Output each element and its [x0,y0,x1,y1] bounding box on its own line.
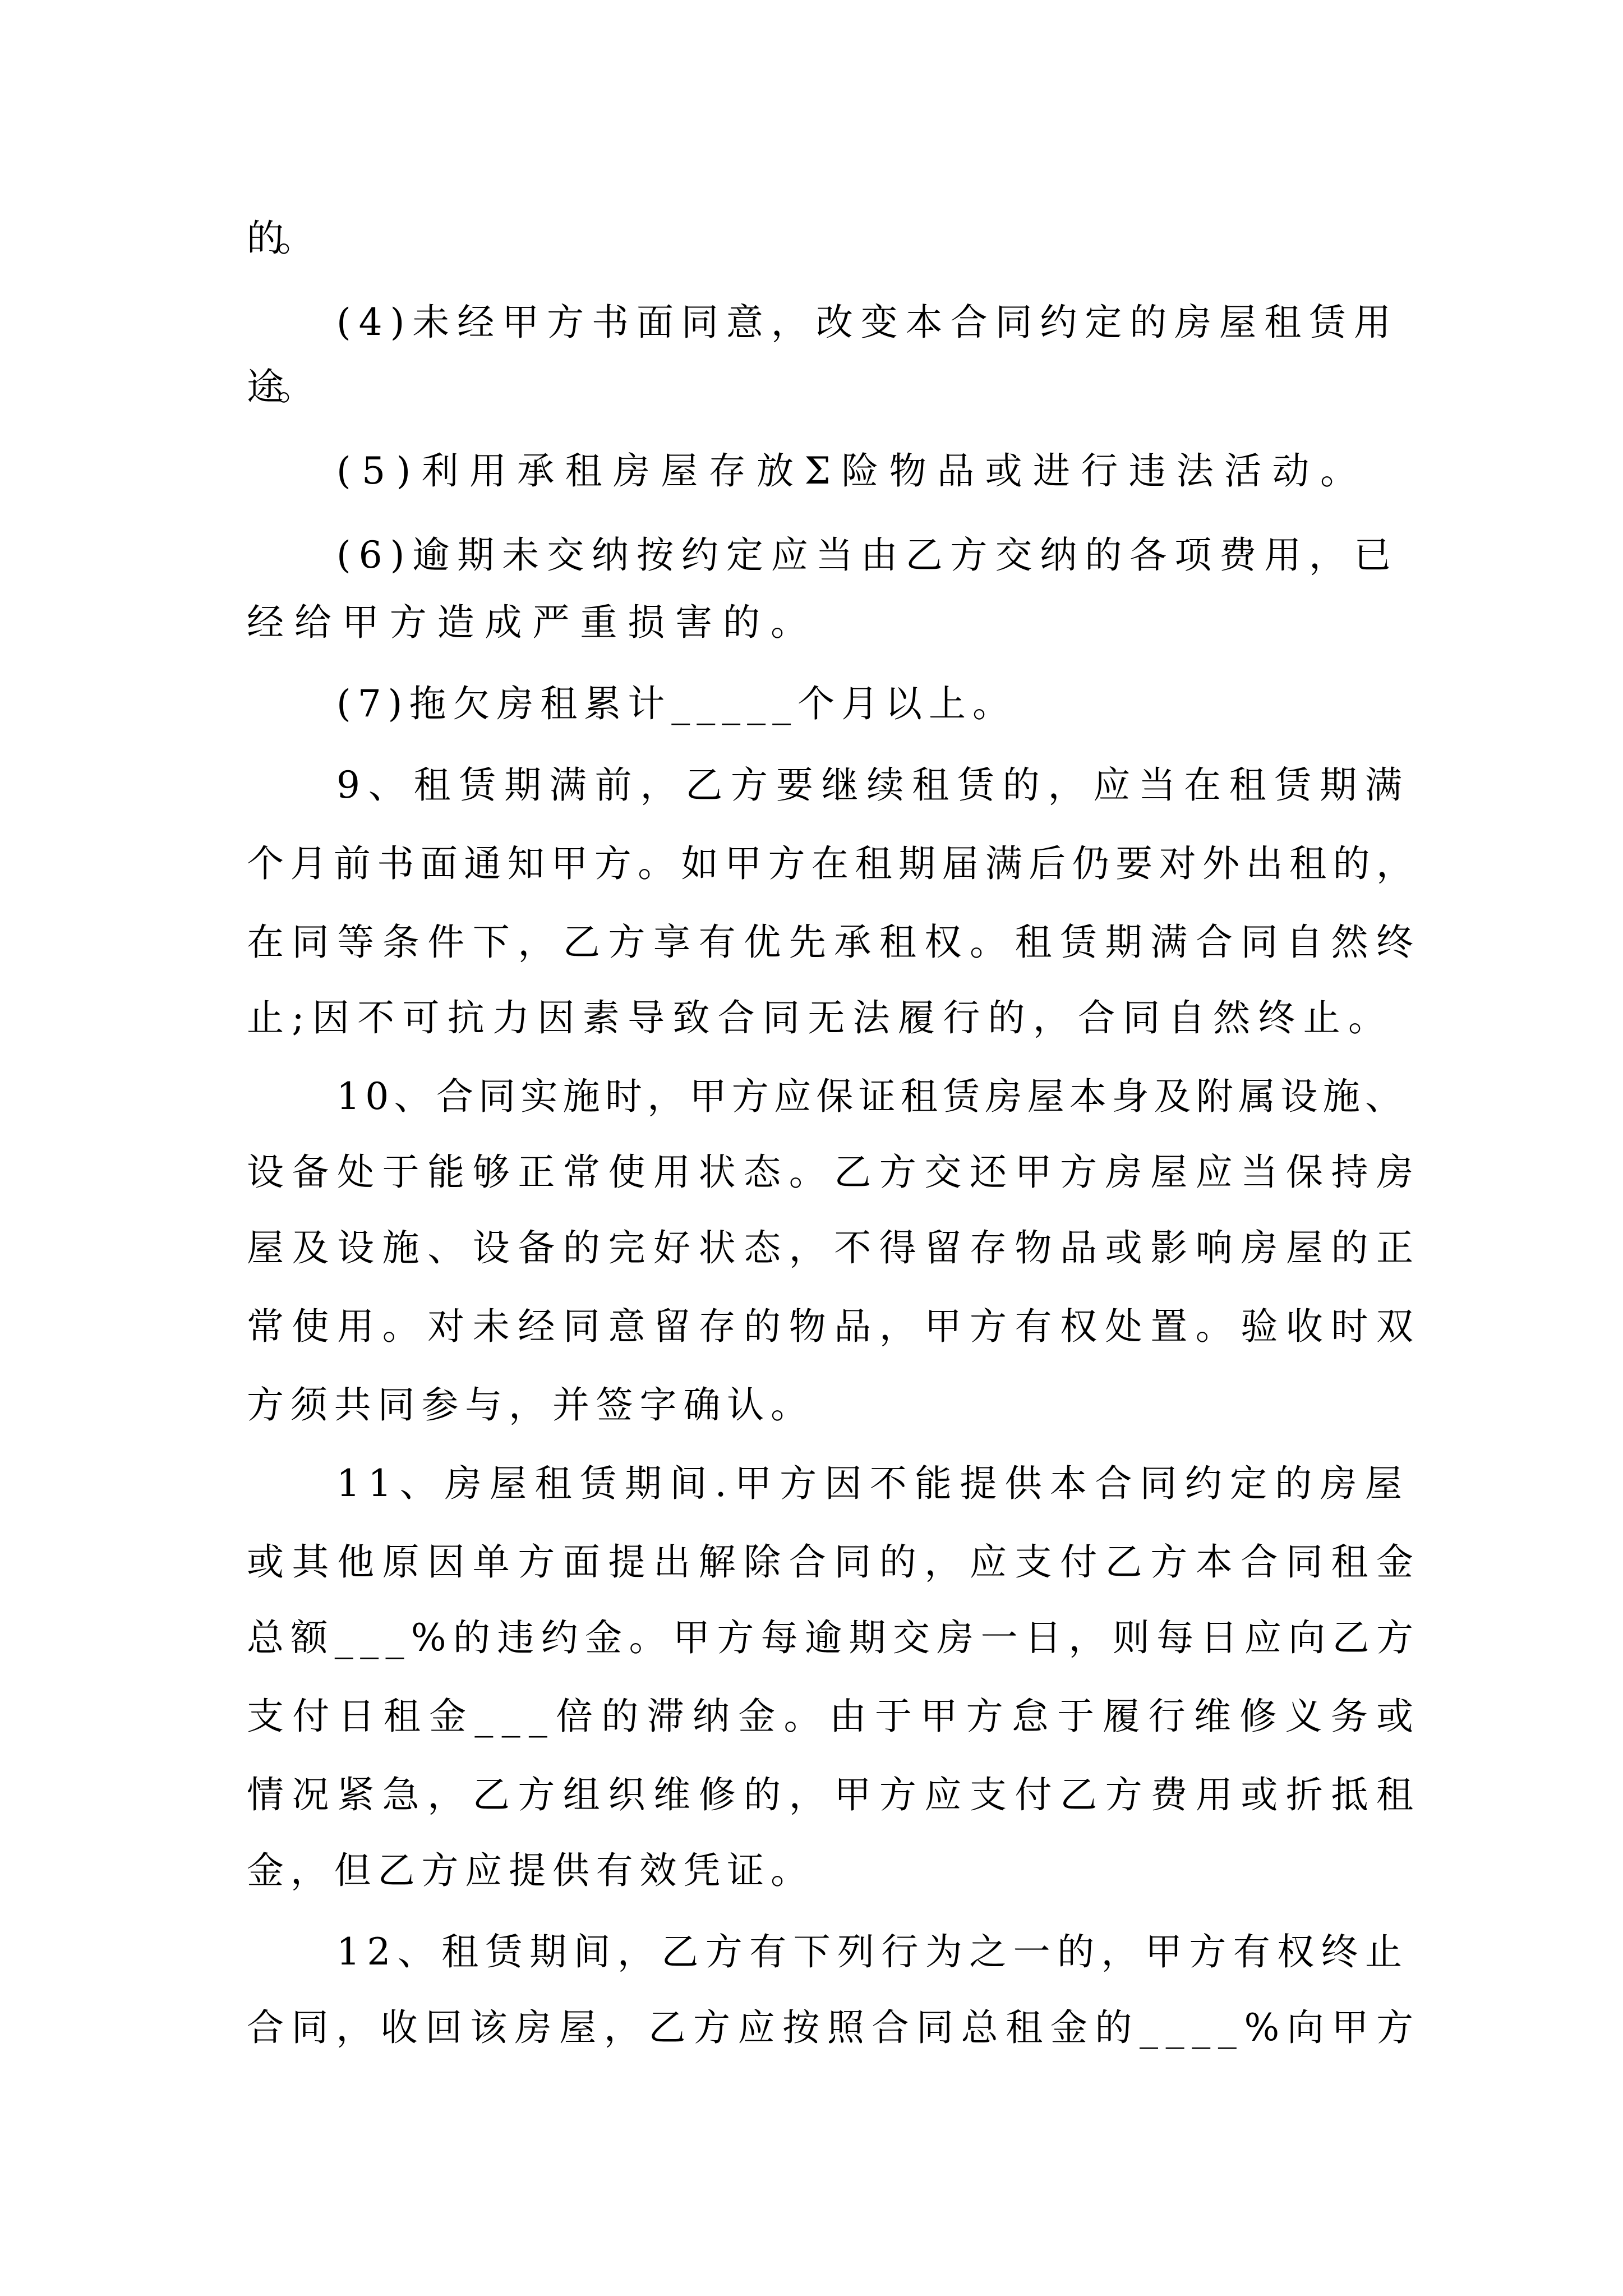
text-line [0,1444,1623,1523]
text-line [0,1057,1623,1136]
line-text: (6)逾期未交纳按约定应当由乙方交纳的各项费用，已 [336,533,1399,577]
line-text: 12、租赁期间，乙方有下列行为之一的，甲方有权终止 [336,1930,1409,1973]
line-text: 合同，收回该房屋，乙方应按照合同总租金的____%向甲方 [247,2006,1421,2049]
line-text: 方须共同参与，并签字确认。 [247,1383,814,1427]
line-text: 在同等条件下，乙方享有优先承租权。租赁期满合同自然终 [247,921,1422,964]
text-line [0,746,1623,825]
text-line [0,1366,1623,1444]
line-text: 金，但乙方应提供有效凭证。 [247,1849,814,1892]
text-line [0,1599,1623,1677]
text-line [0,516,1623,595]
line-text: 常使用。对未经同意留存的物品，甲方有权处置。验收时双 [247,1305,1422,1348]
line-text: 9、租赁期满前，乙方要继续租赁的，应当在租赁期满 [336,763,1410,807]
text-line [0,1832,1623,1910]
text-line [0,1756,1623,1834]
line-text: (7)拖欠房租累计_____个月以上。 [336,682,1016,725]
line-text: 屋及设施、设备的完好状态，不得留存物品或影响房屋的正 [247,1226,1422,1269]
text-line [0,665,1623,743]
text-line [0,1677,1623,1756]
text-line [0,1133,1623,1212]
text-line [0,199,1623,278]
text-line [0,825,1623,903]
line-text: 情况紧急，乙方组织维修的，甲方应支付乙方费用或折抵租 [247,1773,1422,1816]
line-text: 途。 [247,365,307,408]
line-text: 总额___%的违约金。甲方每逾期交房一日，则每日应向乙方 [247,1616,1421,1659]
line-text: 或其他原因单方面提出解除合同的，应支付乙方本合同租金 [247,1540,1422,1584]
line-text: 支付日租金___倍的滞纳金。由于甲方怠于履行维修义务或 [247,1695,1422,1738]
text-line [0,432,1623,510]
text-line [0,583,1623,662]
line-text: (4)未经甲方书面同意，改变本合同约定的房屋租赁用 [336,301,1399,344]
text-line [0,1523,1623,1602]
text-line [0,979,1623,1057]
text-line [0,903,1623,982]
line-text: 10、合同实施时，甲方应保证租赁房屋本身及附属设施、 [336,1075,1408,1118]
line-text: 设备处于能够正常使用状态。乙方交还甲方房屋应当保持房 [247,1151,1422,1194]
text-line [0,1913,1623,1991]
line-text: 11、房屋租赁期间.甲方因不能提供本合同约定的房屋 [336,1462,1410,1505]
line-text: 经给甲方造成严重损害的。 [247,601,818,644]
text-line [0,1989,1623,2067]
text-line [0,348,1623,426]
line-text: (5)利用承租房屋存放Σ险物品或进行违法活动。 [336,449,1368,493]
line-text: 个月前书面通知甲方。如甲方在租期届满后仍要对外出租的， [247,842,1420,885]
line-text: 止;因不可抗力因素导致合同无法履行的，合同自然终止。 [247,996,1394,1039]
line-text: 的。 [247,217,307,260]
text-line [0,1209,1623,1287]
text-line [0,1287,1623,1366]
